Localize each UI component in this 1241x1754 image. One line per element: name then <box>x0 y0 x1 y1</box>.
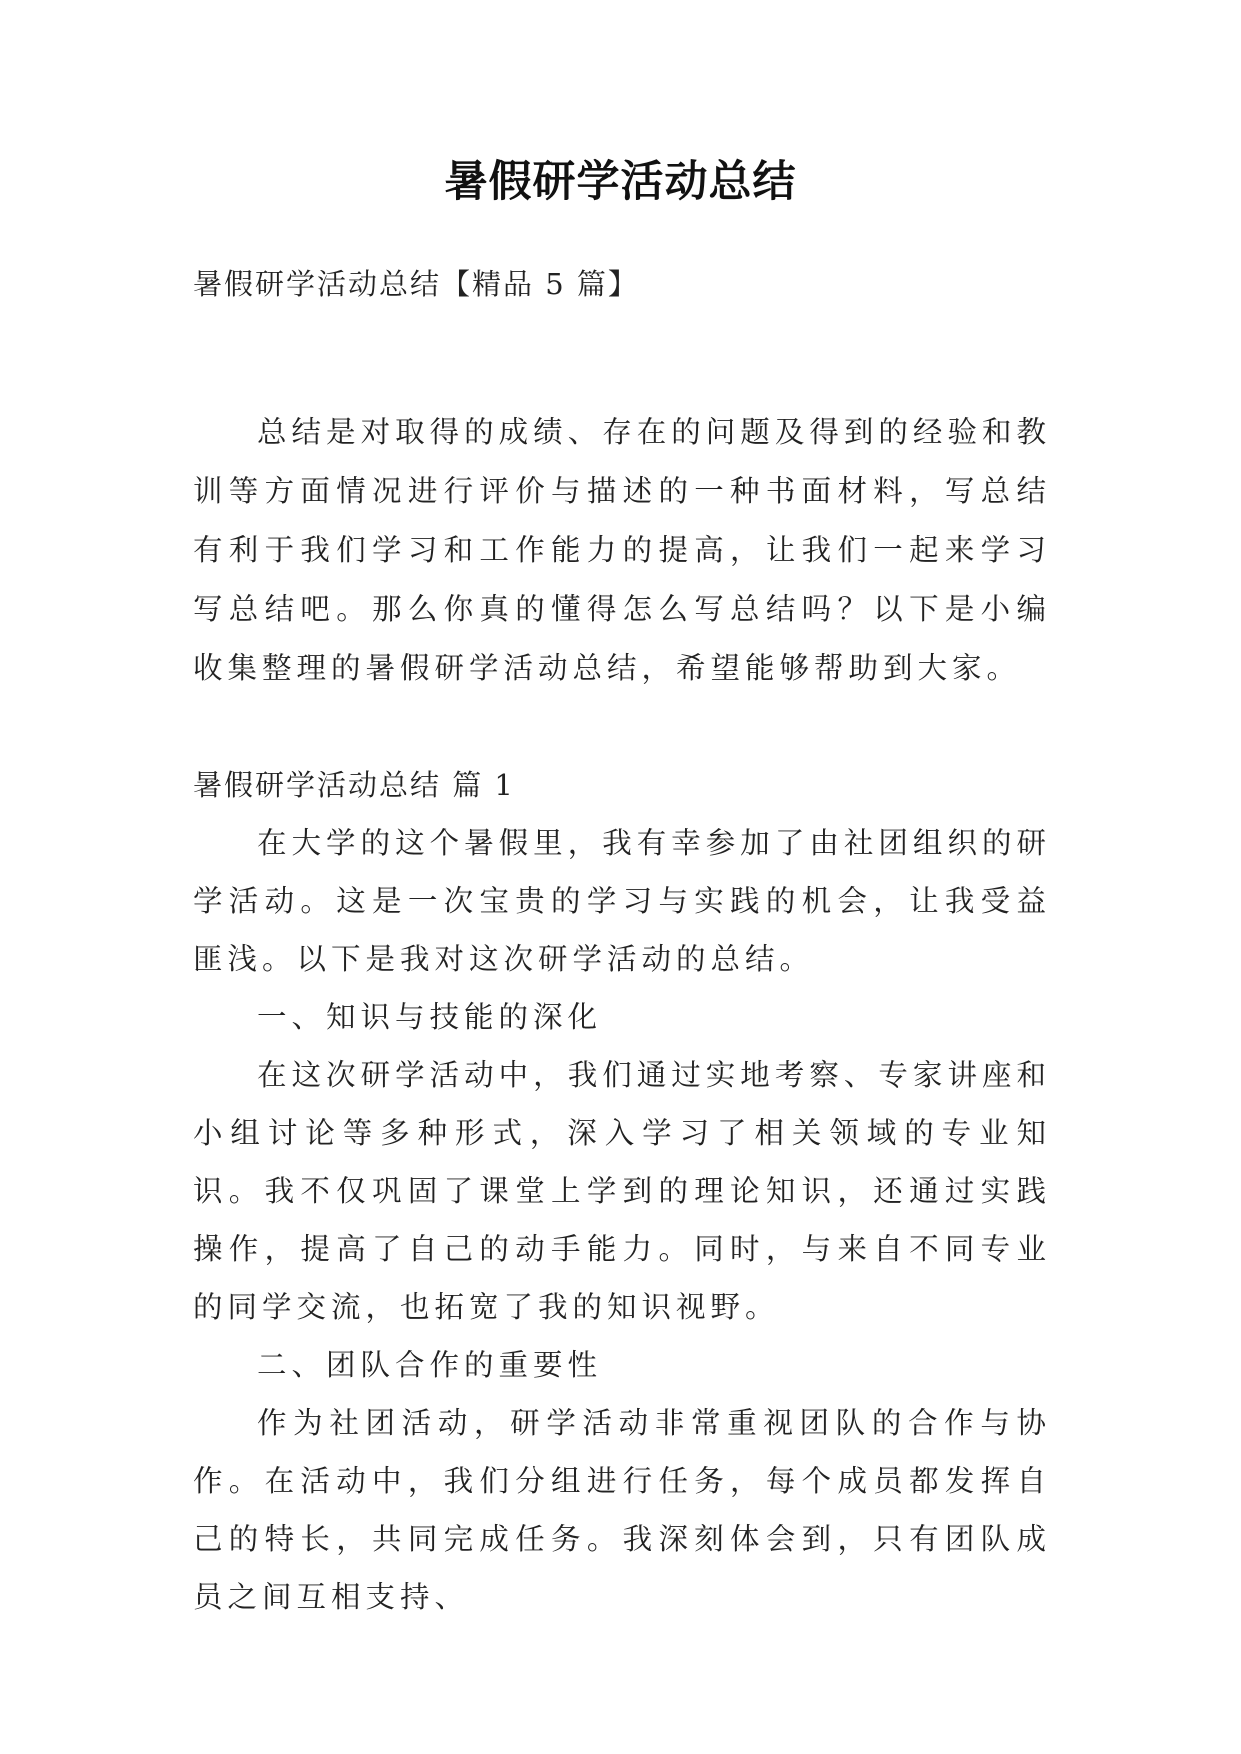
intro-paragraph: 总结是对取得的成绩、存在的问题及得到的经验和教训等方面情况进行评价与描述的一种书面材料，写总结有利于我们学习和工作能力的提高，让我们一起来学习写总结吧。那么你真的懂得怎么写总结吗？以下是小编收集整理的暑假研学活动总结，希望能够帮助到大家。 <box>193 415 1051 685</box>
document-title: 暑假研学活动总结 <box>444 157 797 207</box>
subheading-teamwork: 二、团队合作的重要性 <box>257 1348 603 1382</box>
body-paragraph: 在这次研学活动中，我们通过实地考察、专家讲座和小组讨论等多种形式，深入学习了相关领域的专业知识。我不仅巩固了课堂上学到的理论知识，还通过实践操作，提高了自己的动手能力。同时，与来自不同专业的同学交流，也拓宽了我的知识视野。 <box>193 1058 1051 1324</box>
document-subtitle: 暑假研学活动总结【精品 5 篇】 <box>193 267 639 301</box>
subheading-knowledge: 一、知识与技能的深化 <box>257 1000 603 1034</box>
section-heading: 暑假研学活动总结 篇 1 <box>193 768 515 802</box>
body-paragraph: 作为社团活动，研学活动非常重视团队的合作与协作。在活动中，我们分组进行任务，每个成员都发挥自己的特长，共同完成任务。我深刻体会到，只有团队成员之间互相支持、 <box>193 1406 1051 1614</box>
section-body <box>193 814 1051 1626</box>
body-paragraph: 在大学的这个暑假里，我有幸参加了由社团组织的研学活动。这是一次宝贵的学习与实践的机会，让我受益匪浅。以下是我对这次研学活动的总结。 <box>193 826 1051 976</box>
